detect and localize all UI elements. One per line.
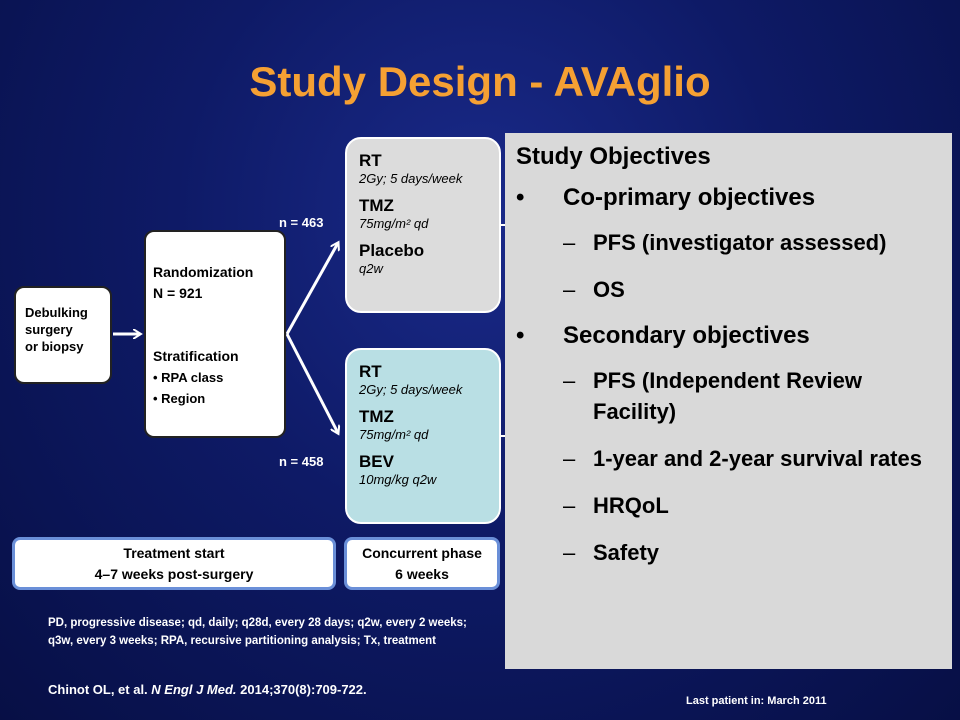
drug-name: BEV bbox=[359, 452, 394, 471]
secondary-objectives bbox=[516, 321, 952, 351]
drug-dose: q2w bbox=[359, 261, 383, 276]
secondary-objectives-label: Secondary objectives bbox=[563, 322, 810, 349]
debulking-line: surgery bbox=[25, 322, 73, 337]
phase-sub: 6 weeks bbox=[395, 566, 449, 582]
debulking-line: or biopsy bbox=[25, 339, 84, 354]
arm-bev-n: n = 458 bbox=[279, 454, 324, 469]
phase-title: Treatment start bbox=[123, 545, 225, 561]
dash-icon: – bbox=[563, 540, 576, 565]
arrow-to-arm-bev bbox=[287, 334, 338, 433]
drug-dose: 75mg/m² qd bbox=[359, 427, 429, 442]
objective-item-text: OS bbox=[593, 277, 625, 302]
drug-dose: 2Gy; 5 days/week bbox=[359, 171, 463, 186]
phase-treatment-start bbox=[12, 537, 336, 590]
drug-name: TMZ bbox=[359, 407, 394, 426]
citation-journal: N Engl J Med. bbox=[151, 682, 237, 697]
debulking-box bbox=[14, 286, 112, 384]
last-patient-note: Last patient in: March 2011 bbox=[686, 695, 827, 707]
randomization-n: N = 921 bbox=[153, 285, 203, 301]
primary-objectives bbox=[516, 183, 952, 213]
drug-name: RT bbox=[359, 362, 382, 381]
drug-name: RT bbox=[359, 151, 382, 170]
objective-item-text: PFS (investigator assessed) bbox=[593, 230, 887, 255]
objective-item bbox=[516, 443, 952, 474]
objective-item bbox=[516, 227, 952, 258]
drug-dose: 2Gy; 5 days/week bbox=[359, 382, 463, 397]
dash-icon: – bbox=[563, 230, 576, 255]
objective-item bbox=[516, 274, 952, 305]
dash-icon: – bbox=[563, 493, 576, 518]
abbreviations-footnote: PD, progressive disease; qd, daily; q28d, every 28 days; q2w, every 2 weeks; q3w, every 3 weeks; RPA, recursive partitioning analysis; Tx, treatment bbox=[48, 617, 467, 647]
citation-ref: 2014;370(8):709-722. bbox=[240, 682, 367, 697]
drug-name: TMZ bbox=[359, 196, 394, 215]
stratification-item: • RPA class bbox=[153, 370, 224, 385]
bullet-icon: • bbox=[516, 322, 525, 349]
citation bbox=[48, 682, 367, 697]
dash-icon: – bbox=[563, 368, 576, 393]
objective-item-text: Safety bbox=[593, 540, 660, 565]
debulking-line: Debulking bbox=[25, 305, 88, 320]
stratification-item: • Region bbox=[153, 391, 206, 406]
dash-icon: – bbox=[563, 446, 576, 471]
objective-item-text: PFS (Independent Review Facility) bbox=[593, 368, 862, 424]
arm-bev-box bbox=[345, 348, 501, 524]
bullet-icon: • bbox=[516, 184, 525, 211]
phase-sub: 4–7 weeks post-surgery bbox=[94, 566, 254, 582]
objective-item-text: HRQoL bbox=[593, 493, 669, 518]
objectives-heading: Study Objectives bbox=[516, 143, 711, 170]
phase-title: Concurrent phase bbox=[362, 545, 482, 561]
drug-dose: 75mg/m² qd bbox=[359, 216, 429, 231]
slide-title: Study Design - AVAglio bbox=[249, 58, 711, 105]
arm-placebo-n: n = 463 bbox=[279, 215, 324, 230]
arrow-to-arm-placebo bbox=[287, 243, 338, 334]
citation-authors: Chinot OL, et al. bbox=[48, 682, 148, 697]
phase-concurrent bbox=[344, 537, 500, 590]
objective-item bbox=[516, 490, 952, 521]
randomization-box bbox=[144, 230, 286, 438]
study-objectives-panel bbox=[505, 133, 952, 669]
dash-icon: – bbox=[563, 277, 576, 302]
drug-name: Placebo bbox=[359, 241, 425, 260]
drug-dose: 10mg/kg q2w bbox=[359, 472, 437, 487]
objective-item-text: 1-year and 2-year survival rates bbox=[593, 446, 922, 471]
primary-objectives-label: Co-primary objectives bbox=[563, 184, 816, 211]
objective-item bbox=[516, 365, 952, 427]
objective-item bbox=[516, 537, 952, 568]
arm-placebo-box bbox=[345, 137, 501, 313]
stratification-label: Stratification bbox=[153, 348, 239, 364]
randomization-label: Randomization bbox=[153, 264, 254, 280]
